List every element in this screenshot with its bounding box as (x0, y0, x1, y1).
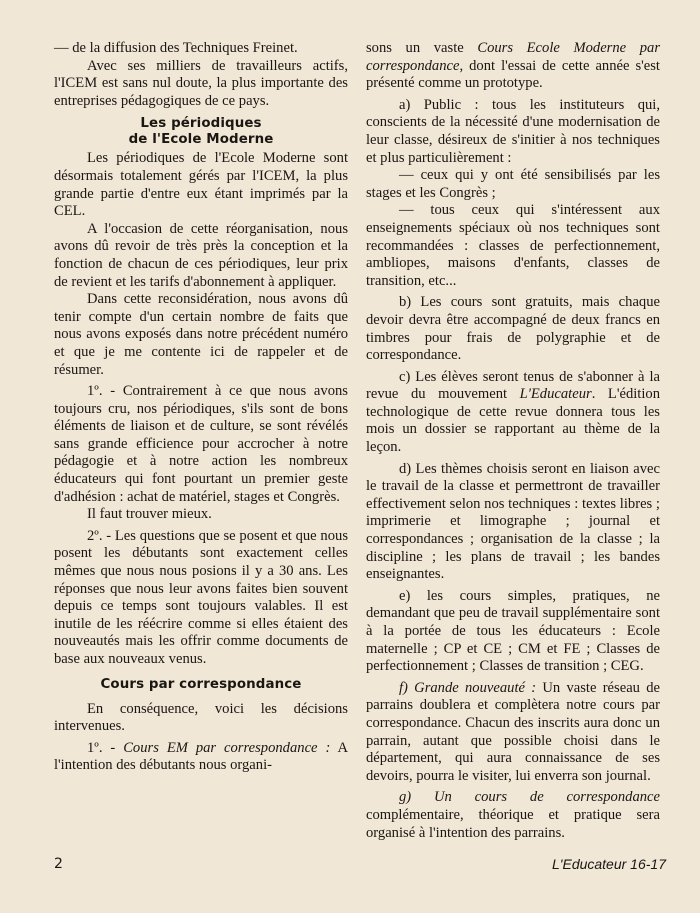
paragraph: A l'occasion de cette réorganisation, nous avons dû revoir de très près la conception et la fonction de chacun de ces périodiques, leur prix de revient et les tarifs d'abonnement à appliquer. (54, 220, 348, 290)
paragraph: En conséquence, voici les décisions intervenues. (54, 700, 348, 735)
italic-text: g) Un cours de correspondance (399, 789, 660, 806)
paragraph: Les périodiques de l'Ecole Moderne sont désormais totalement gérés par l'ICEM, la plus grande partie d'entre eux étant imprimés par la CEL. (54, 150, 348, 220)
paragraph (366, 789, 660, 842)
paragraph (366, 680, 660, 786)
paragraph: d) Les thèmes choisis seront en liaison avec le travail de la classe et permettront de travailler effectivement selon nos techniques : textes libres ; imprimerie et limographe ; journal et correspondances ; organisation de la classe ; la discipline ; les plans de travail ; les bandes enseignantes. (366, 460, 660, 583)
journal-title: L'Educateur 16-17 (552, 856, 666, 872)
page-number: 2 (54, 856, 63, 872)
paragraph: Dans cette reconsidération, nous avons dû tenir compte d'un certain nombre de faits que nous avons exposés dans notre précédent numéro et que je me contente ici de rappeler et de résumer. (54, 291, 348, 378)
paragraph: Il faut trouver mieux. (87, 506, 212, 523)
paragraph: a) Public : tous les instituteurs qui, conscients de la nécessité d'une modernisation de leur classe, désireux de s'initier à nos techniques et plus particulièrement : (366, 96, 660, 166)
paragraph: 1º. - Contrairement à ce que nous avons toujours cru, nos périodiques, s'ils sont de bons éléments de liaison et de culture, se sont révélés sans grande efficience pour accrocher à notre pédagogie et à notre action les nombreux éducateurs qui font pourtant un premier geste d'adhésion : achat de matériel, stages et Congrès. (54, 383, 348, 505)
paragraph (366, 40, 660, 93)
text-run: 1º. - (87, 739, 124, 756)
paragraph: b) Les cours sont gratuits, mais chaque devoir devra être accompagné de deux francs en timbres pour frais de polygraphie et de correspondance. (366, 294, 660, 364)
italic-text: L'Educateur (519, 386, 592, 403)
paragraph: Avec ses milliers de travailleurs actifs, l'ICEM est sans nul doute, la plus importante des entreprises pédagogiques de ce pays. (54, 57, 348, 109)
text-run: , dont l'essai de cette année s'est présenté comme un prototype. (366, 57, 660, 92)
heading-line: de l'Ecole Moderne (128, 132, 274, 148)
italic-text: Cours Ecole Moderne par correspondance (366, 40, 661, 74)
text-run: complémentaire, théorique et pratique sera organisé à l'intention des parrains. (366, 806, 660, 841)
text-run: A l'intention des débutants nous organi- (54, 739, 348, 774)
heading-line: Les périodiques (140, 116, 262, 132)
section-heading-cours: Cours par correspondance (100, 676, 302, 692)
left-column (54, 40, 348, 775)
section-heading-periodiques (54, 116, 348, 148)
text-run: sons un vaste (366, 40, 478, 56)
paragraph: — de la diffusion des Techniques Freinet. (54, 40, 298, 56)
paragraph (54, 740, 348, 775)
paragraph: e) les cours simples, pratiques, ne demandant que peu de travail supplémentaire sont à la portée de tous les éducateurs : Ecole maternelle ; CP et CE ; CM et FE ; Classes de perfectionnement ; Classes de transition ; CEG. (366, 587, 660, 675)
text-run: Un vaste réseau de parrains doublera et complètera notre cours par correspondance. Chacun des inscrits aura donc un parrain, autant que possible choisi dans le département, qui aura connaissance de ses devoirs, pourra le visiter, lui enverra son journal. (366, 679, 660, 784)
text-run: . L'édition technologique de cette revue donnera tous les mois un dossier se rapportant au thème de la leçon. (366, 386, 660, 456)
text-run: c) Les élèves seront tenus de s'abonner à la revue du mouvement (366, 368, 660, 403)
right-column (366, 40, 660, 842)
italic-text: f) Grande nouveauté : (399, 679, 537, 696)
paragraph: — tous ceux qui s'intéressent aux enseignements spéciaux où nos techniques sont recommandées : classes de perfectionnement, ambliopes, maisons d'enfants, classes de transition, etc... (366, 202, 660, 289)
paragraph: 2º. - Les questions que se posent et que nous posent les débutants sont exactement celles mêmes que nous nous posions il y a 30 ans. Les réponses que nous leur avons faites bien souvent depuis ce temps sont toujours valables. Il est inutile de les réécrire comme si elles étaient des nouveautés mais les offrir comme documents de base aux nouveaux venus. (54, 527, 348, 667)
italic-text: Cours EM par correspondance : (123, 739, 331, 756)
paragraph (366, 369, 660, 457)
paragraph: — ceux qui y ont été sensibilisés par les stages et les Congrès ; (366, 167, 660, 201)
